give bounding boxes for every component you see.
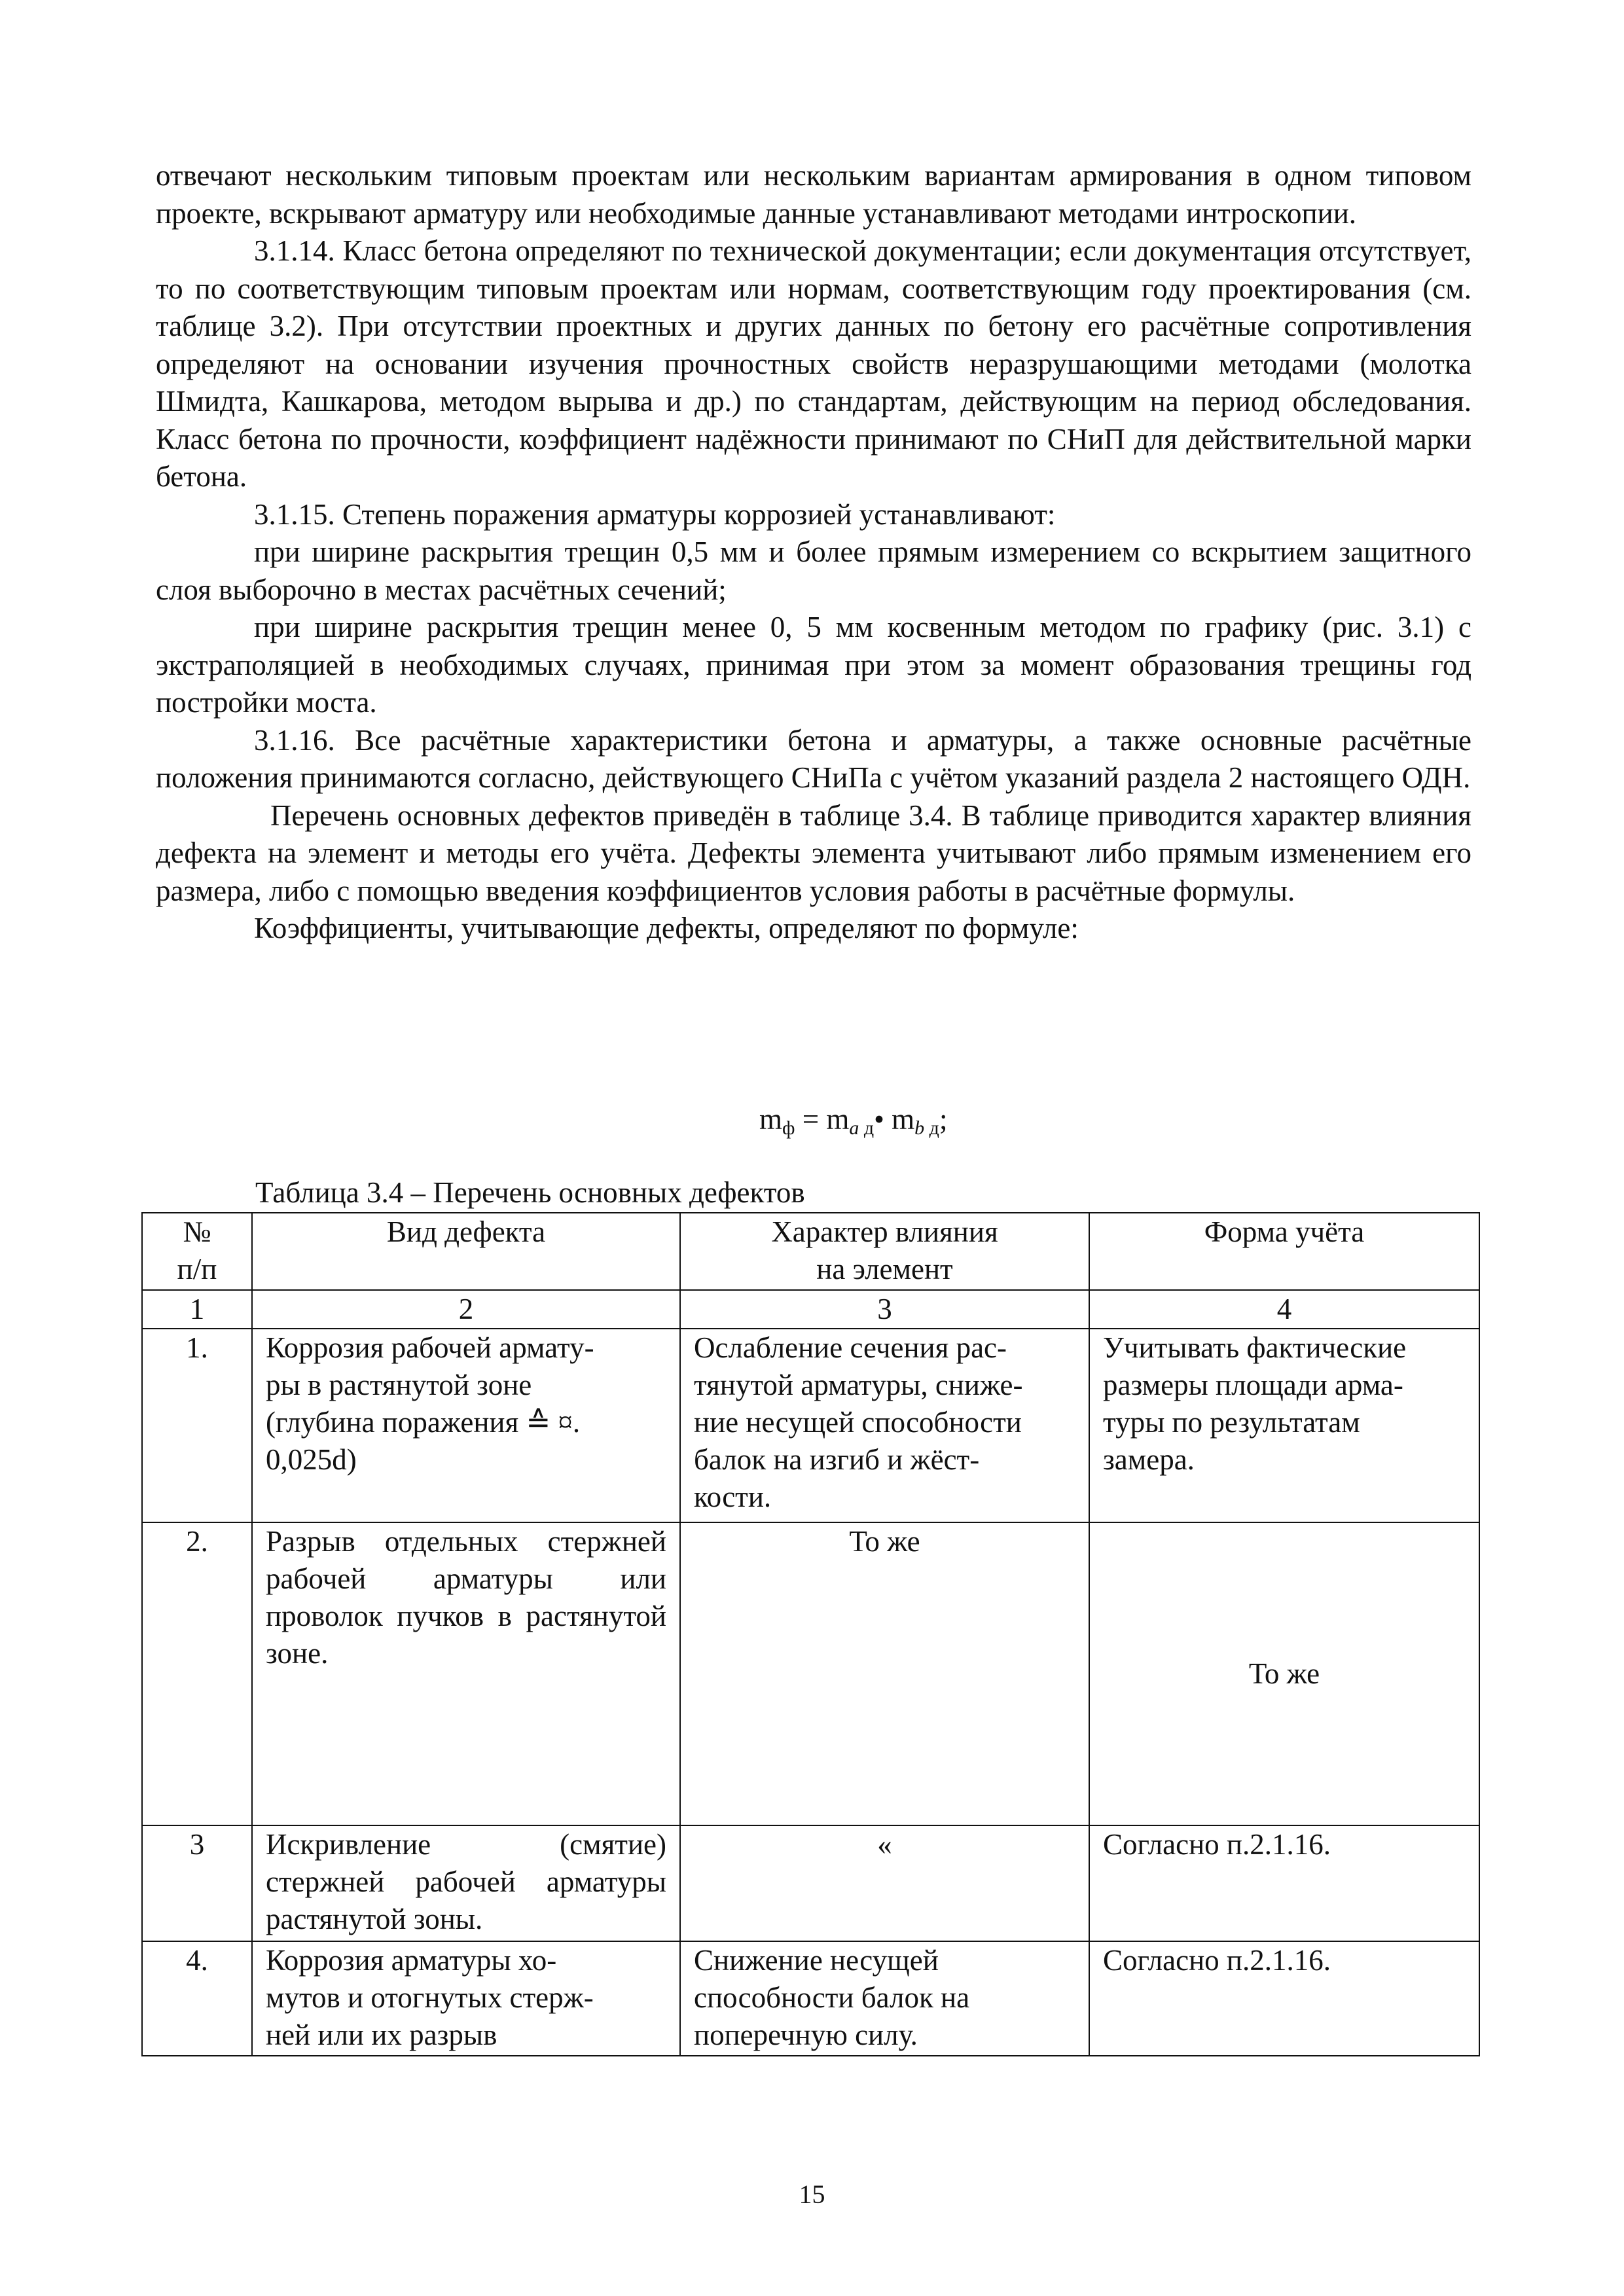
paragraph-2: 3.1.14. Класс бетона определяют по технической документации; если документация отсутствует, то по соответствующим типовым проектам или нормам, соответствующим году проектирования (см. таблице 3.2). При отсутствии проектных и других данных по бетону его расчётные сопротивления определяют на основании изучения прочностных свойств неразрушающими методами (молотка Шмидта, Кашкарова, методом вырыва и др.) по стандартам, действующим на период обследования. Класс бетона по прочности, коэффициент надёжности принимают по СНиП для действительной марки бетона. — [156, 234, 1471, 493]
row-3-num: 3 — [142, 1825, 252, 1941]
row-1-form: Учитывать фактические размеры площади арма- туры по результатам замера. — [1089, 1329, 1479, 1522]
paragraph-7: Перечень основных дефектов приведён в таблице 3.4. В таблице приводится характер влияния дефекта на элемент и методы его учёта. Дефекты элемента учитывают либо прямым изменением его размера, либо с помощью введения коэффициентов условия работы в расчётные формулы. — [156, 798, 1471, 907]
paragraph-4: при ширине раскрытия трещин 0,5 мм и более прямым измерением со вскрытием защитного слоя выборочно в местах расчётных сечений; — [156, 535, 1471, 606]
row-3-form: Согласно п.2.1.16. — [1089, 1825, 1479, 1941]
formula-lhs: m — [759, 1103, 783, 1136]
row-2-impact: То же — [680, 1522, 1089, 1825]
row-3-impact: « — [680, 1825, 1089, 1941]
table-caption: Таблица 3.4 – Перечень основных дефектов — [255, 1176, 805, 1209]
formula-term-2-sub: д — [924, 1117, 939, 1139]
row-2-form: То же — [1089, 1522, 1479, 1825]
table-header-row — [142, 1213, 1479, 1290]
paragraph-5: при ширине раскрытия трещин менее 0, 5 мм косвенным методом по графику (рис. 3.1) с экстраполяцией в необходимых случаях, принимая при этом за момент образования трещины год постройки моста. — [156, 611, 1471, 719]
row-4-num: 4. — [142, 1941, 252, 2056]
formula-term-1-sub-italic: а — [849, 1117, 859, 1139]
row-4-type: Коррозия арматуры хо- мутов и отогнутых стерж- ней или их разрыв — [252, 1941, 680, 2056]
paragraph-8: Коэффициенты, учитывающие дефекты, определяют по формуле: — [254, 912, 1079, 944]
row-2-num: 2. — [142, 1522, 252, 1825]
row-1-impact: Ослабление сечения рас- тянутой арматуры, сниже- ние несущей способности балок на изгиб и жёст- кости. — [680, 1329, 1089, 1522]
header-type: Вид дефекта — [252, 1213, 680, 1290]
formula — [759, 1100, 947, 1148]
column-number-2: 2 — [252, 1290, 680, 1329]
body-text — [156, 157, 1471, 948]
row-2-type: Разрыв отдельных стержней рабочей арматуры или проволок пучков в растянутой зоне. — [252, 1522, 680, 1825]
paragraph-1: отвечают нескольким типовым проектам или нескольким вариантам армирования в одном типовом проекте, вскрывают арматуру или необходимые данные устанавливают методами интроскопии. — [156, 159, 1471, 230]
formula-lhs-sub: ф — [782, 1117, 795, 1139]
formula-end: ; — [939, 1103, 948, 1136]
row-4-impact: Снижение несущей способности балок на поперечную силу. — [680, 1941, 1089, 2056]
column-number-1: 1 — [142, 1290, 252, 1329]
table-row — [142, 1825, 1479, 1941]
column-number-row — [142, 1290, 1479, 1329]
table-row — [142, 1329, 1479, 1522]
paragraph-6: 3.1.16. Все расчётные характеристики бетона и арматуры, а также основные расчётные положения принимаются согласно, действующего СНиПа с учётом указаний раздела 2 настоящего ОДН. — [156, 723, 1471, 794]
header-impact: Характер влияния на элемент — [680, 1213, 1089, 1290]
formula-term-2: m — [892, 1103, 915, 1136]
table-row — [142, 1941, 1479, 2056]
formula-term-1-sub: д — [859, 1117, 875, 1139]
row-4-form: Согласно п.2.1.16. — [1089, 1941, 1479, 2056]
header-form: Форма учёта — [1089, 1213, 1479, 1290]
header-num: № п/п — [142, 1213, 252, 1290]
row-1-num: 1. — [142, 1329, 252, 1522]
row-3-type: Искривление (смятие) стержней рабочей арматуры растянутой зоны. — [252, 1825, 680, 1941]
column-number-3: 3 — [680, 1290, 1089, 1329]
formula-dot: • — [874, 1103, 892, 1136]
formula-eq: = — [795, 1103, 827, 1136]
formula-term-2-sub-italic: b — [914, 1117, 925, 1139]
formula-term-1: m — [826, 1103, 850, 1136]
row-1-type: Коррозия рабочей армату- ры в растянутой зоне (глубина поражения ≙ ¤. 0,025d) — [252, 1329, 680, 1522]
table-row — [142, 1522, 1479, 1825]
page-number: 15 — [799, 2179, 825, 2209]
column-number-4: 4 — [1089, 1290, 1479, 1329]
defects-table — [141, 1212, 1480, 2056]
paragraph-3: 3.1.15. Степень поражения арматуры коррозией устанавливают: — [254, 497, 1056, 531]
